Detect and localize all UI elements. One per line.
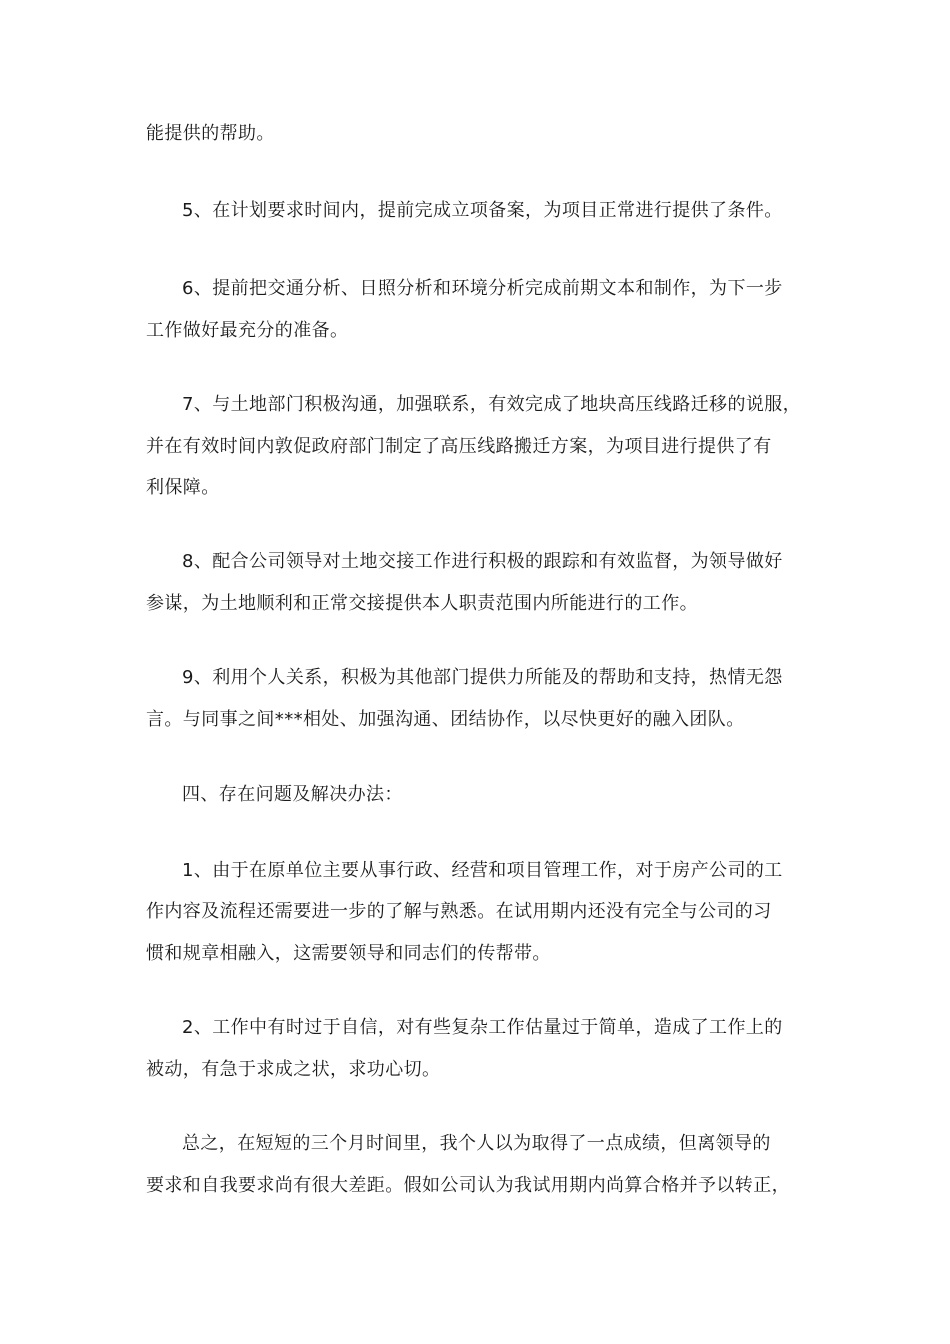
text-line: 9、利用个人关系，积极为其他部门提供力所能及的帮助和支持，热情无怨 [182,667,783,688]
text-line: 言。与同事之间***相处、加强沟通、团结协作，以尽快更好的融入团队。 [146,709,745,730]
text-line: 要求和自我要求尚有很大差距。假如公司认为我试用期内尚算合格并予以转正， [146,1175,790,1196]
section-heading: 四、存在问题及解决办法： [182,784,403,805]
text-line: 惯和规章相融入，这需要领导和同志们的传帮带。 [146,943,551,964]
text-line: 7、与土地部门积极沟通，加强联系，有效完成了地块高压线路迁移的说服， [182,394,802,415]
text-line: 5、在计划要求时间内，提前完成立项备案，为项目正常进行提供了条件。 [182,200,783,221]
text-line: 2、工作中有时过于自信，对有些复杂工作估量过于简单，造成了工作上的 [182,1017,783,1038]
text-line: 6、提前把交通分析、日照分析和环境分析完成前期文本和制作，为下一步 [182,278,783,299]
text-line: 作内容及流程还需要进一步的了解与熟悉。在试用期内还没有完全与公司的习 [146,901,772,922]
text-line: 1、由于在原单位主要从事行政、经营和项目管理工作，对于房产公司的工 [182,860,783,881]
text-line: 并在有效时间内敦促政府部门制定了高压线路搬迁方案，为项目进行提供了有 [146,436,772,457]
text-line: 总之，在短短的三个月时间里，我个人以为取得了一点成绩，但离领导的 [182,1133,771,1154]
text-line: 工作做好最充分的准备。 [146,320,349,341]
text-line: 参谋，为土地顺利和正常交接提供本人职责范围内所能进行的工作。 [146,593,698,614]
text-line: 利保障。 [146,477,220,498]
text-line: 能提供的帮助。 [146,123,275,144]
text-line: 被动，有急于求成之状，求功心切。 [146,1059,441,1080]
text-line: 8、配合公司领导对土地交接工作进行积极的跟踪和有效监督，为领导做好 [182,551,783,572]
